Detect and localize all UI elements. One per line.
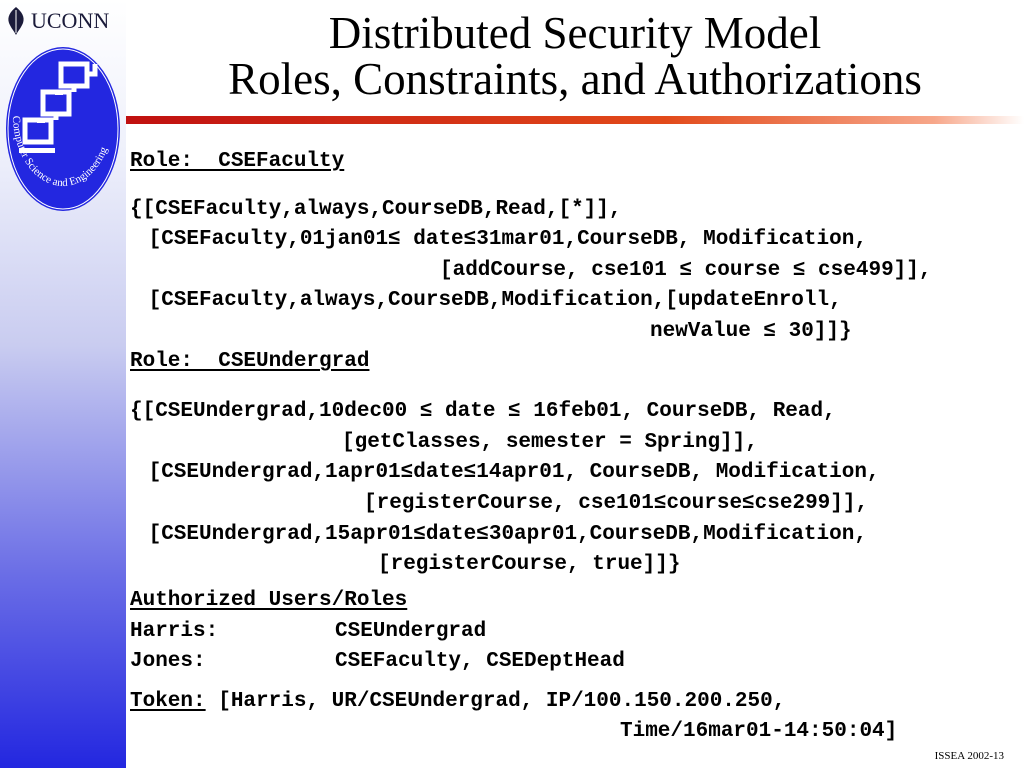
undergrad-line-4: [registerCourse, cse101≤course≤cse299]],: [364, 492, 869, 515]
role-undergrad-heading: Role: CSEUndergrad: [130, 350, 370, 373]
oak-leaf-icon: [4, 6, 28, 36]
cse-department-seal: [3, 44, 123, 214]
uconn-logo: [4, 4, 122, 38]
undergrad-line-2: [getClasses, semester = Spring]],: [342, 431, 758, 454]
undergrad-line-6: [registerCourse, true]]}: [378, 553, 681, 576]
token-line-1: [130, 690, 785, 714]
slide-title: [126, 10, 1024, 102]
undergrad-line-5: [CSEUndergrad,15apr01≤date≤30apr01,CourseDB,Modification,: [136, 523, 867, 546]
left-sidebar: [0, 0, 126, 768]
faculty-line-1: {[CSEFaculty,always,CourseDB,Read,[*]],: [130, 198, 622, 221]
undergrad-line-3: [CSEUndergrad,1apr01≤date≤14apr01, CourseDB, Modification,: [136, 461, 880, 484]
user-name-jones: Jones:: [130, 650, 206, 673]
authorized-heading: Authorized Users/Roles: [130, 589, 408, 612]
university-name: UCONN: [31, 8, 110, 33]
title-line-2: Roles, Constraints, and Authorizations: [228, 54, 922, 104]
faculty-line-4: [CSEFaculty,always,CourseDB,Modification,[updateEnroll,: [136, 289, 842, 312]
title-line-1: Distributed Security Model: [328, 8, 822, 58]
faculty-line-2: [CSEFaculty,01jan01≤ date≤31mar01,CourseDB, Modification,: [136, 228, 867, 251]
role-faculty-heading: Role: CSEFaculty: [130, 150, 345, 173]
faculty-line-3: [addCourse, cse101 ≤ course ≤ cse499]],: [440, 259, 932, 282]
user-roles-harris: CSEUndergrad: [335, 620, 487, 643]
user-roles-jones: CSEFaculty, CSEDeptHead: [335, 650, 625, 673]
svg-text:Computer Science and Engineeri: Computer Science and Engineering: [9, 115, 111, 190]
user-name-harris: Harris:: [130, 620, 219, 643]
slide-footer: ISSEA 2002-13: [934, 750, 1004, 762]
token-label: Token:: [130, 690, 206, 713]
faculty-line-5: newValue ≤ 30]]}: [650, 320, 852, 343]
token-value-1: [Harris, UR/CSEUndergrad, IP/100.150.200.250,: [205, 690, 786, 713]
title-divider: [126, 116, 1024, 124]
undergrad-line-1: {[CSEUndergrad,10dec00 ≤ date ≤ 16feb01, CourseDB, Read,: [130, 400, 836, 423]
token-line-2: Time/16mar01-14:50:04]: [620, 720, 898, 743]
